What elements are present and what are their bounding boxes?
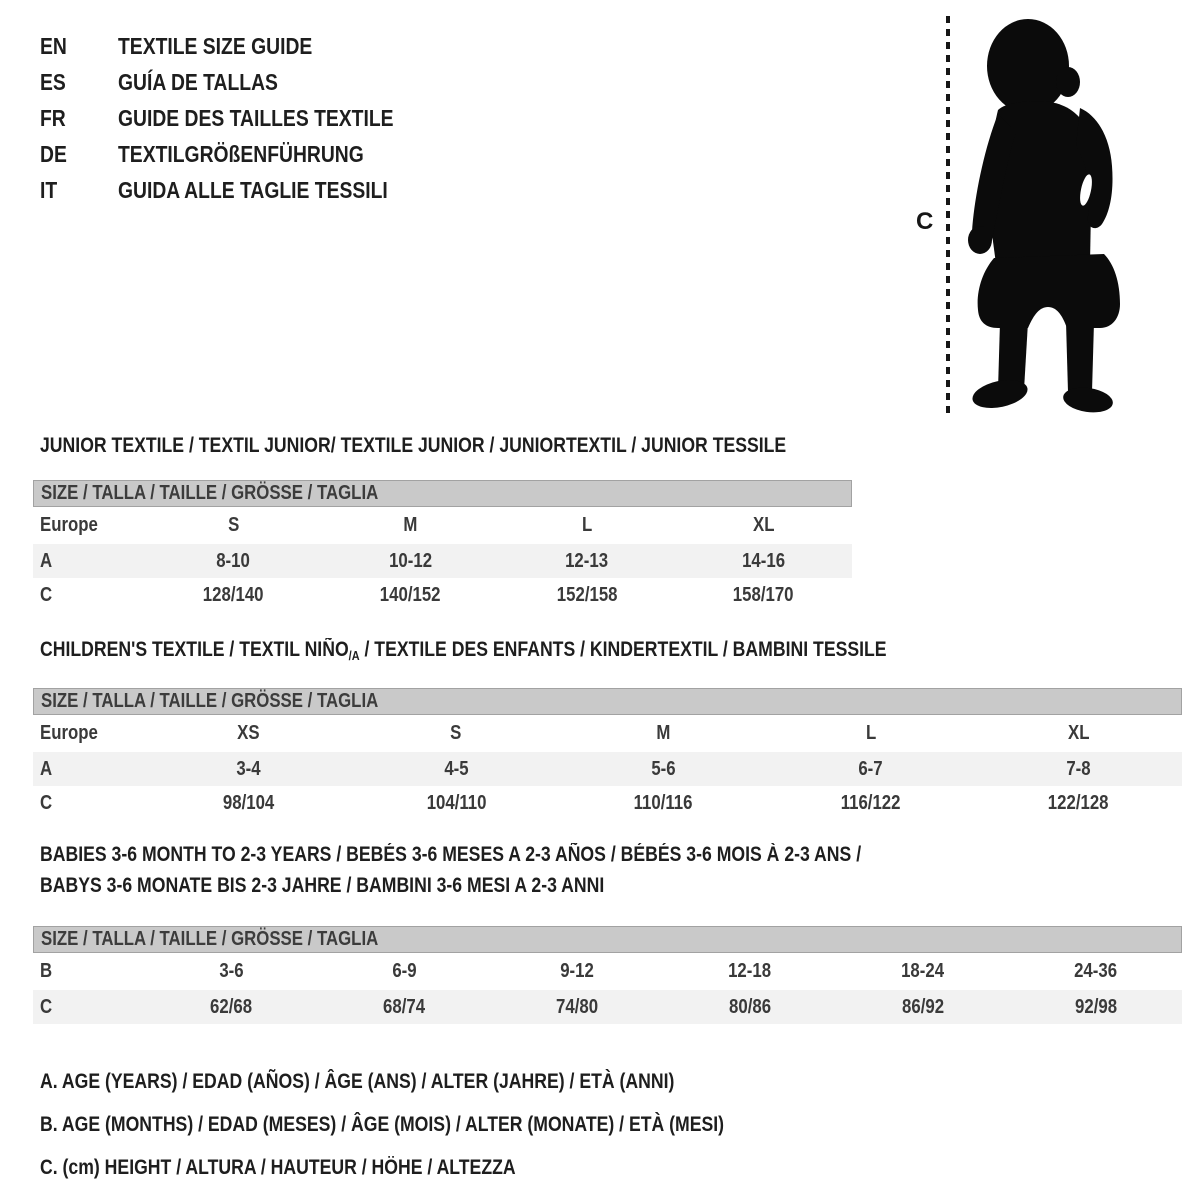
measurement-legend [40,1060,854,1189]
junior-size-table [33,480,852,612]
guide-title-de: TEXTILGRÖßENFÜHRUNG [118,140,364,167]
table-row-age-years: A 3-4 4-5 5-6 6-7 7-8 [33,752,1182,786]
children-section-title: CHILDREN'S TEXTILE / TEXTIL $NIÑO_{/A}$ / TEXTILE DES ENFANTS / KINDERTEXTIL / BAMBINI TESSILE [40,638,887,663]
table-row-age-months: B 3-6 6-9 9-12 12-18 18-24 24-36 [40,960,1118,982]
language-row-de [40,136,446,172]
size-table-header-bar: SIZE / TALLA / TAILLE / GRÖSSE / TAGLIA [33,480,852,507]
table-row-height-cm: C 128/140 140/152 152/158 158/170 [40,583,794,606]
guide-title-en: TEXTILE SIZE GUIDE [118,32,313,59]
size-table-header-bar: SIZE / TALLA / TAILLE / GRÖSSE / TAGLIA [33,688,1182,715]
language-row-fr [40,100,446,136]
table-row-height-cm: C 98/104 104/110 110/116 116/122 122/128 [40,791,1109,814]
language-code: EN [40,32,67,59]
table-row-europe: Europe XS S M L XL [40,722,1090,744]
height-measure-label: C [916,208,934,235]
language-title-block [40,28,446,208]
legend-age-years: A. AGE (YEARS) / EDAD (AÑOS) / ÂGE (ANS) / ALTER (JAHRE) / ETÀ (ANNI) [40,1069,675,1093]
nino-a-subscript: /A [348,648,360,663]
legend-age-months: B. AGE (MONTHS) / EDAD (MESES) / ÂGE (MOIS) / ALTER (MONATE) / ETÀ (MESI) [40,1112,725,1136]
babies-size-table [33,926,1182,1024]
language-row-it [40,172,446,208]
table-row-height-cm: C 62/68 68/74 74/80 80/86 86/92 92/98 [33,990,1182,1024]
language-code: FR [40,104,66,131]
language-row-en [40,28,446,64]
language-code: DE [40,140,67,167]
children-size-table [33,688,1182,820]
legend-height-cm: C. (cm) HEIGHT / ALTURA / HAUTEUR / HÖHE / ALTEZZA [40,1155,516,1179]
guide-title-es: GUÍA DE TALLAS [118,68,278,95]
babies-section-title-line2: BABYS 3-6 MONATE BIS 2-3 JAHRE / BAMBINI 3-6 MESI A 2-3 ANNI [40,874,605,897]
babies-section-title-line1: BABIES 3-6 MONTH TO 2-3 YEARS / BEBÉS 3-6 MESES A 2-3 AÑOS / BÉBÉS 3-6 MOIS À 2-3 ANS / [40,843,862,866]
language-code: IT [40,176,58,203]
junior-section-title: JUNIOR TEXTILE / TEXTIL JUNIOR/ TEXTILE JUNIOR / JUNIORTEXTIL / JUNIOR TESSILE [40,434,787,457]
toddler-silhouette-icon [964,14,1140,423]
guide-title-it: GUIDA ALLE TAGLIE TESSILI [118,176,388,203]
guide-title-fr: GUIDE DES TAILLES TEXTILE [118,104,394,131]
size-table-header-bar: SIZE / TALLA / TAILLE / GRÖSSE / TAGLIA [33,926,1182,953]
height-dashed-line-icon [946,16,950,416]
table-row-age-years: A 8-10 10-12 12-13 14-16 [33,544,852,578]
language-code: ES [40,68,66,95]
language-row-es [40,64,446,100]
table-row-europe: Europe S M L XL [40,514,775,536]
